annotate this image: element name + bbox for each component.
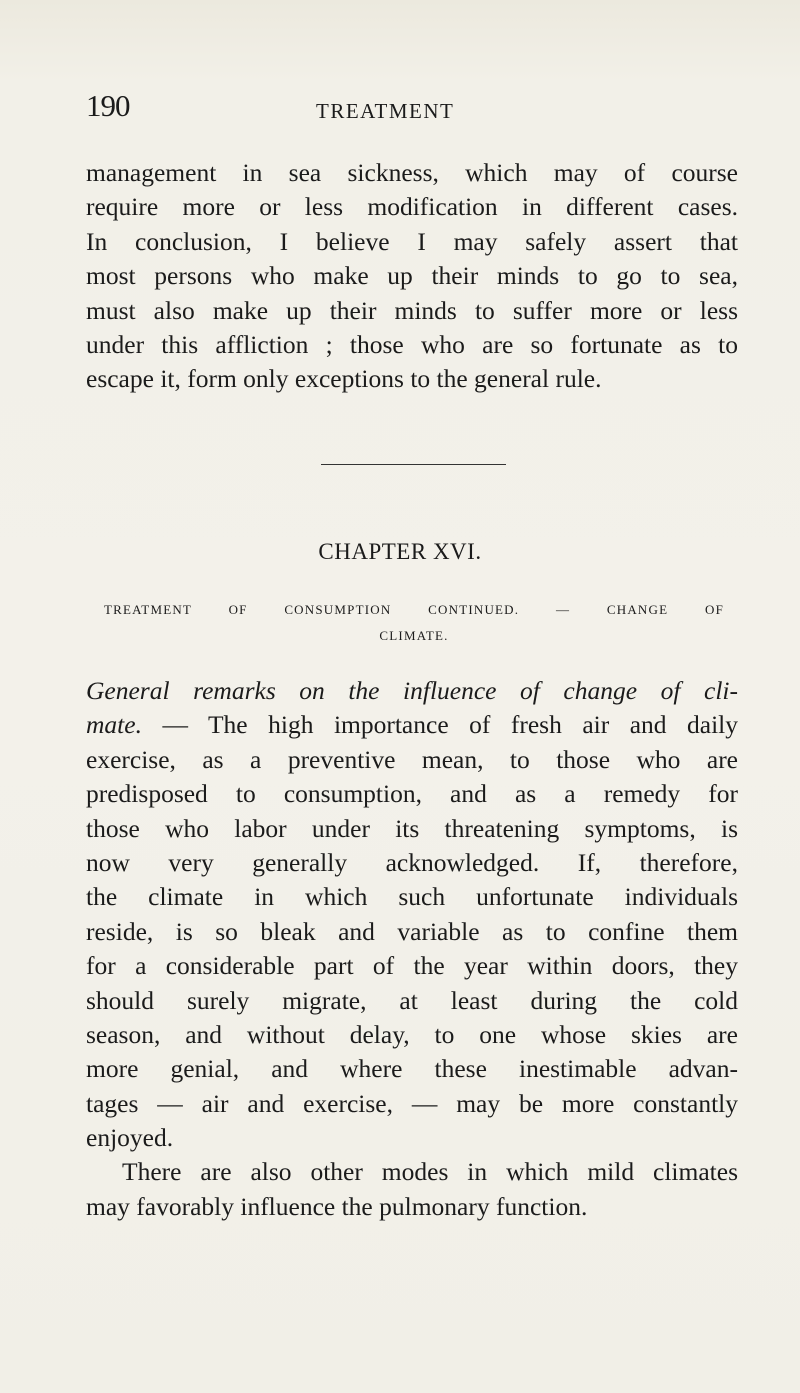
- chapter-subtitle-line: TREATMENT OF CONSUMPTION CONTINUED. — CHANGE OF: [104, 602, 724, 617]
- page-number: 190: [86, 88, 130, 123]
- text-line: There are also other modes in which mild climates: [122, 1157, 738, 1187]
- text-line: tages — air and exercise, — may be more constantly: [86, 1088, 738, 1118]
- chapter-subtitle: [104, 597, 724, 649]
- continued-paragraph: [86, 156, 738, 397]
- text-line: for a considerable part of the year within doors, they: [86, 951, 738, 981]
- text-line: must also make up their minds to suffer more or less: [86, 295, 738, 325]
- text-line: season, and without delay, to one whose skies are: [86, 1019, 738, 1049]
- text-line: exercise, as a preventive mean, to those who are: [86, 744, 738, 774]
- section-paragraph: [86, 674, 738, 1224]
- text-line: the climate in which such unfortunate individuals: [86, 882, 738, 912]
- text-line: predisposed to consumption, and as a remedy for: [86, 779, 738, 809]
- text-line: escape it, form only exceptions to the general rule.: [86, 364, 602, 394]
- text-line: those who labor under its threatening symptoms, is: [86, 813, 738, 843]
- text-line: should surely migrate, at least during the cold: [86, 985, 738, 1015]
- text-line: require more or less modification in different cases.: [86, 192, 738, 222]
- text-line: [86, 708, 738, 742]
- text-line: management in sea sickness, which may of course: [86, 158, 738, 187]
- section-lead-italic: mate.: [86, 710, 142, 740]
- text-line: In conclusion, I believe I may safely assert that: [86, 226, 738, 256]
- text-line: more genial, and where these inestimable advan-: [86, 1054, 738, 1084]
- text-line: may favorably influence the pulmonary function.: [86, 1191, 588, 1221]
- text-run: — The high importance of fresh air and daily: [162, 710, 739, 740]
- text-line: reside, is so bleak and variable as to confine them: [86, 916, 738, 946]
- text-line: most persons who make up their minds to go to sea,: [86, 261, 738, 291]
- text-line: enjoyed.: [86, 1123, 174, 1153]
- running-title: TREATMENT: [316, 99, 455, 123]
- text-line: [86, 674, 738, 708]
- section-lead-italic: General remarks on the influence of change of cli-: [86, 676, 738, 705]
- section-divider-rule: [321, 464, 506, 465]
- text-line: now very generally acknowledged. If, therefore,: [86, 847, 738, 877]
- chapter-subtitle-line: CLIMATE.: [379, 628, 449, 643]
- chapter-heading: CHAPTER XVI.: [318, 539, 482, 564]
- text-line: under this affliction ; those who are so fortunate as to: [86, 329, 738, 359]
- running-head: [86, 86, 736, 126]
